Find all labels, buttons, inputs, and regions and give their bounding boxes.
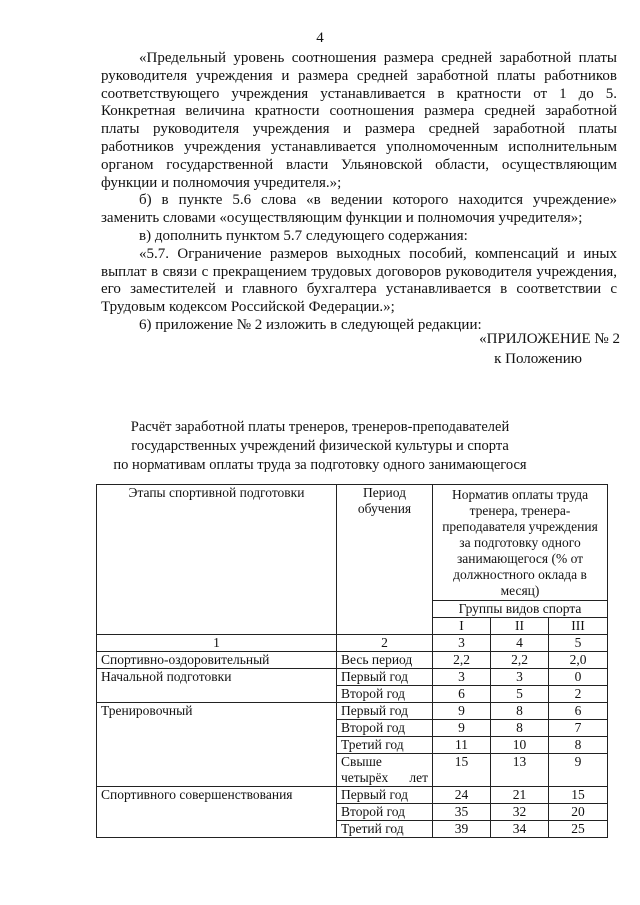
period-cell: Первый год	[337, 669, 433, 686]
table-row	[97, 787, 608, 804]
column-number: 1	[97, 635, 337, 652]
value-group-2: 10	[491, 737, 549, 754]
value-group-3: 7	[549, 720, 608, 737]
period-cell: Второй год	[337, 720, 433, 737]
stage-name: Спортивно-оздоровительный	[97, 652, 337, 669]
value-group-2: 2,2	[491, 652, 549, 669]
appendix-subtitle: к Положению	[494, 351, 582, 367]
value-group-1: 15	[433, 754, 491, 787]
stage-name: Спортивного совершенствования	[97, 787, 337, 838]
value-group-2: 3	[491, 669, 549, 686]
table-title-line: Расчёт заработной платы тренеров, тренеров-преподавателей	[130, 419, 510, 435]
column-number: 2	[337, 635, 433, 652]
value-group-3: 20	[549, 804, 608, 821]
column-numbers-row	[97, 635, 608, 652]
value-group-2: 34	[491, 821, 549, 838]
header-period: Период обучения	[337, 485, 433, 635]
period-cell: Свыше четырёх лет	[337, 754, 433, 787]
table-row	[97, 669, 608, 686]
value-group-3: 25	[549, 821, 608, 838]
header-row	[97, 485, 608, 601]
value-group-2: 13	[491, 754, 549, 787]
norms-table	[96, 484, 608, 838]
paragraph: «5.7. Ограничение размеров выходных пособий, компенсаций и иных выплат в связи с прекращением трудовых договоров руководителя учреждения, его заместителей и главного бухгалтера устанавливается в соответствии с Трудовым кодексом Российской Федерации.»;	[101, 245, 617, 316]
value-group-3: 15	[549, 787, 608, 804]
period-cell: Первый год	[337, 787, 433, 804]
value-group-1: 24	[433, 787, 491, 804]
header-group-2: II	[491, 618, 549, 635]
stage-name: Начальной подготовки	[97, 669, 337, 703]
paragraph: в) дополнить пунктом 5.7 следующего содержания:	[139, 227, 468, 244]
value-group-3: 8	[549, 737, 608, 754]
period-cell: Весь период	[337, 652, 433, 669]
period-cell: Третий год	[337, 737, 433, 754]
value-group-2: 5	[491, 686, 549, 703]
value-group-2: 32	[491, 804, 549, 821]
value-group-3: 9	[549, 754, 608, 787]
value-group-1: 2,2	[433, 652, 491, 669]
table-title-line: государственных учреждений физической культуры и спорта	[131, 438, 509, 454]
table-body	[97, 485, 608, 838]
value-group-2: 8	[491, 720, 549, 737]
value-group-1: 9	[433, 703, 491, 720]
appendix-heading	[0, 329, 620, 369]
paragraph: «Предельный уровень соотношения размера средней заработной платы руководителя учреждения и размера средней заработной платы работников соответствующего учреждения устанавливается в кратности от 1 до 5. Конкретная величина кратности соотношения размера средней заработной платы руководителя учреждения и размера средней заработной платы работников учреждения устанавливается уполномоченным исполнительным органом государственной власти Ульяновской области, осуществляющим функции и полномочия учредителя.»;	[101, 50, 617, 191]
period-cell: Первый год	[337, 703, 433, 720]
paragraph: 6) приложение № 2 изложить в следующей редакции:	[139, 316, 482, 333]
paragraph: б) в пункте 5.6 слова «в ведении которого находится учреждение» заменить словами «осуществляющим функции и полномочия учредителя»;	[101, 192, 617, 227]
header-group-1: I	[433, 618, 491, 635]
table-title-line: по нормативам оплаты труда за подготовку одного занимающегося	[113, 457, 527, 473]
period-cell: Второй год	[337, 804, 433, 821]
table-row	[97, 652, 608, 669]
page-number: 4	[316, 30, 324, 46]
value-group-1: 39	[433, 821, 491, 838]
table-title	[0, 418, 640, 475]
body-text	[101, 50, 617, 335]
column-number: 5	[549, 635, 608, 652]
header-norm: Норматив оплаты труда тренера, тренера-преподавателя учреждения за подготовку одного занимающегося (% от должностного оклада в месяц)	[433, 485, 608, 601]
value-group-1: 9	[433, 720, 491, 737]
table-row	[97, 703, 608, 720]
value-group-3: 0	[549, 669, 608, 686]
value-group-1: 6	[433, 686, 491, 703]
period-cell: Третий год	[337, 821, 433, 838]
value-group-3: 2,0	[549, 652, 608, 669]
header-groups: Группы видов спорта	[433, 601, 608, 618]
header-group-3: III	[549, 618, 608, 635]
value-group-1: 3	[433, 669, 491, 686]
appendix-title: «ПРИЛОЖЕНИЕ № 2	[479, 331, 620, 347]
value-group-3: 2	[549, 686, 608, 703]
column-number: 4	[491, 635, 549, 652]
period-cell: Второй год	[337, 686, 433, 703]
stage-name: Тренировочный	[97, 703, 337, 787]
column-number: 3	[433, 635, 491, 652]
value-group-2: 8	[491, 703, 549, 720]
value-group-1: 11	[433, 737, 491, 754]
value-group-3: 6	[549, 703, 608, 720]
value-group-2: 21	[491, 787, 549, 804]
header-stages: Этапы спортивной подготовки	[97, 485, 337, 635]
value-group-1: 35	[433, 804, 491, 821]
